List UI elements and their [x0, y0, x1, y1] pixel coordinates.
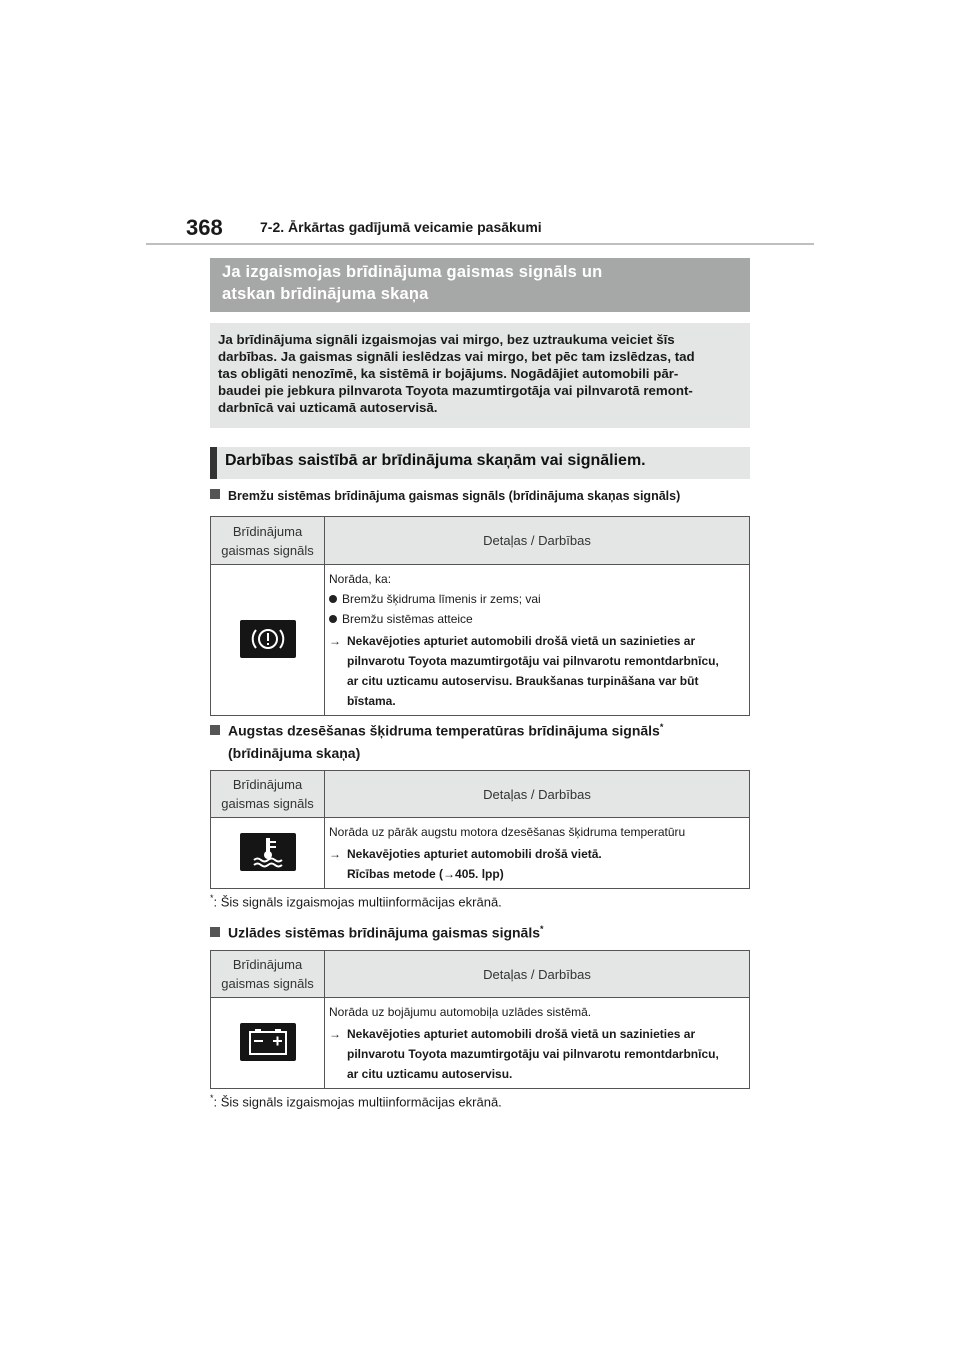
- coolant-warning-cell: [211, 818, 325, 889]
- table-header-details: Detaļas / Darbības: [325, 771, 750, 818]
- list-item: Bremžu sistēmas atteice: [329, 609, 745, 629]
- brake-warning-cell: [211, 565, 325, 716]
- brake-warning-icon: [240, 620, 296, 658]
- square-bullet-icon: [210, 489, 220, 499]
- arrow-icon: →: [329, 634, 341, 648]
- list-item: Bremžu šķidruma līmenis ir zems; vai: [329, 589, 745, 609]
- intro-line: darbnīcā vai uzticamā autoservisā.: [218, 400, 438, 415]
- coolant-warning-details: [325, 818, 750, 889]
- brake-warning-table: [210, 516, 750, 716]
- lead-text: Norāda, ka:: [329, 572, 392, 586]
- header-divider: [146, 243, 814, 245]
- bullet-icon: [329, 595, 337, 603]
- section-heading-brake: Bremžu sistēmas brīdinājuma gaismas signāls (brīdinājuma skaņas signāls): [210, 485, 680, 507]
- footnote: *: Šis signāls izgaismojas multiinformācijas ekrānā.: [210, 1093, 502, 1110]
- table-header-details: Detaļas / Darbības: [325, 951, 750, 998]
- battery-charging-icon: [240, 1023, 296, 1061]
- section-heading-coolant: Augstas dzesēšanas šķidruma temperatūras brīdinājuma signāls* (brīdinājuma skaņa): [210, 716, 663, 764]
- intro-line: Ja brīdinājuma signāli izgaismojas vai mirgo, bez uztraukuma veiciet šīs: [218, 332, 675, 347]
- square-bullet-icon: [210, 927, 220, 937]
- intro-box: [210, 323, 750, 428]
- action-text: → Nekavējoties apturiet automobili drošā vietā un sazinieties ar pilnvarotu Toyota mazumtirgotāju vai pilnvarotu remontdarbnīcu, ar citu uzticamu autoservisu.: [329, 1024, 745, 1084]
- table-header-signal: Brīdinājuma gaismas signāls: [211, 517, 325, 565]
- page-title-line-1: Ja izgaismojas brīdinājuma gaismas signāls un: [222, 263, 603, 281]
- brake-warning-details: [325, 565, 750, 716]
- action-text: → Nekavējoties apturiet automobili drošā vietā un sazinieties ar pilnvarotu Toyota mazumtirgotāju vai pilnvarotu remontdarbnīcu, ar citu uzticamu autoservisu. Braukšanas turpināšana var būt bīstama.: [329, 631, 745, 711]
- page-title: [210, 258, 750, 312]
- lead-text: Norāda uz bojājumu automobiļa uzlādes sistēmā.: [329, 1005, 592, 1019]
- footnote: *: Šis signāls izgaismojas multiinformācijas ekrānā.: [210, 893, 502, 910]
- table-header-signal: Brīdinājuma gaismas signāls: [211, 951, 325, 998]
- table-header-details: Detaļas / Darbības: [325, 517, 750, 565]
- charging-warning-details: [325, 998, 750, 1089]
- coolant-warning-table: [210, 770, 750, 889]
- bullet-icon: [329, 615, 337, 623]
- table-header-signal: Brīdinājuma gaismas signāls: [211, 771, 325, 818]
- action-text: → Nekavējoties apturiet automobili drošā vietā. Rīcības metode (→405. lpp): [329, 844, 745, 884]
- section-heading-charging: Uzlādes sistēmas brīdinājuma gaismas signāls*: [210, 918, 544, 944]
- subheading: Darbības saistībā ar brīdinājuma skaņām vai signāliem.: [210, 447, 750, 479]
- charging-warning-cell: [211, 998, 325, 1089]
- intro-line: tas obligāti nenozīmē, ka sistēmā ir bojājums. Nogādājiet automobili pār-: [218, 366, 679, 381]
- square-bullet-icon: [210, 725, 220, 735]
- arrow-icon: →: [329, 1027, 341, 1041]
- section-title: 7-2. Ārkārtas gadījumā veicamie pasākumi: [260, 219, 542, 235]
- intro-line: baudei pie jebkura pilnvarota Toyota mazumtirgotāja vai pilnvarotā remont-: [218, 383, 693, 398]
- intro-line: darbības. Ja gaismas signāli ieslēdzas vai mirgo, bet pēc tam izslēdzas, tad: [218, 349, 695, 364]
- charging-warning-table: [210, 950, 750, 1089]
- page-title-line-2: atskan brīdinājuma skaņa: [222, 285, 429, 303]
- arrow-icon: →: [329, 847, 341, 861]
- page-number: 368: [186, 215, 223, 240]
- coolant-temperature-icon: [240, 833, 296, 871]
- lead-text: Norāda uz pārāk augstu motora dzesēšanas šķidruma temperatūru: [329, 825, 686, 839]
